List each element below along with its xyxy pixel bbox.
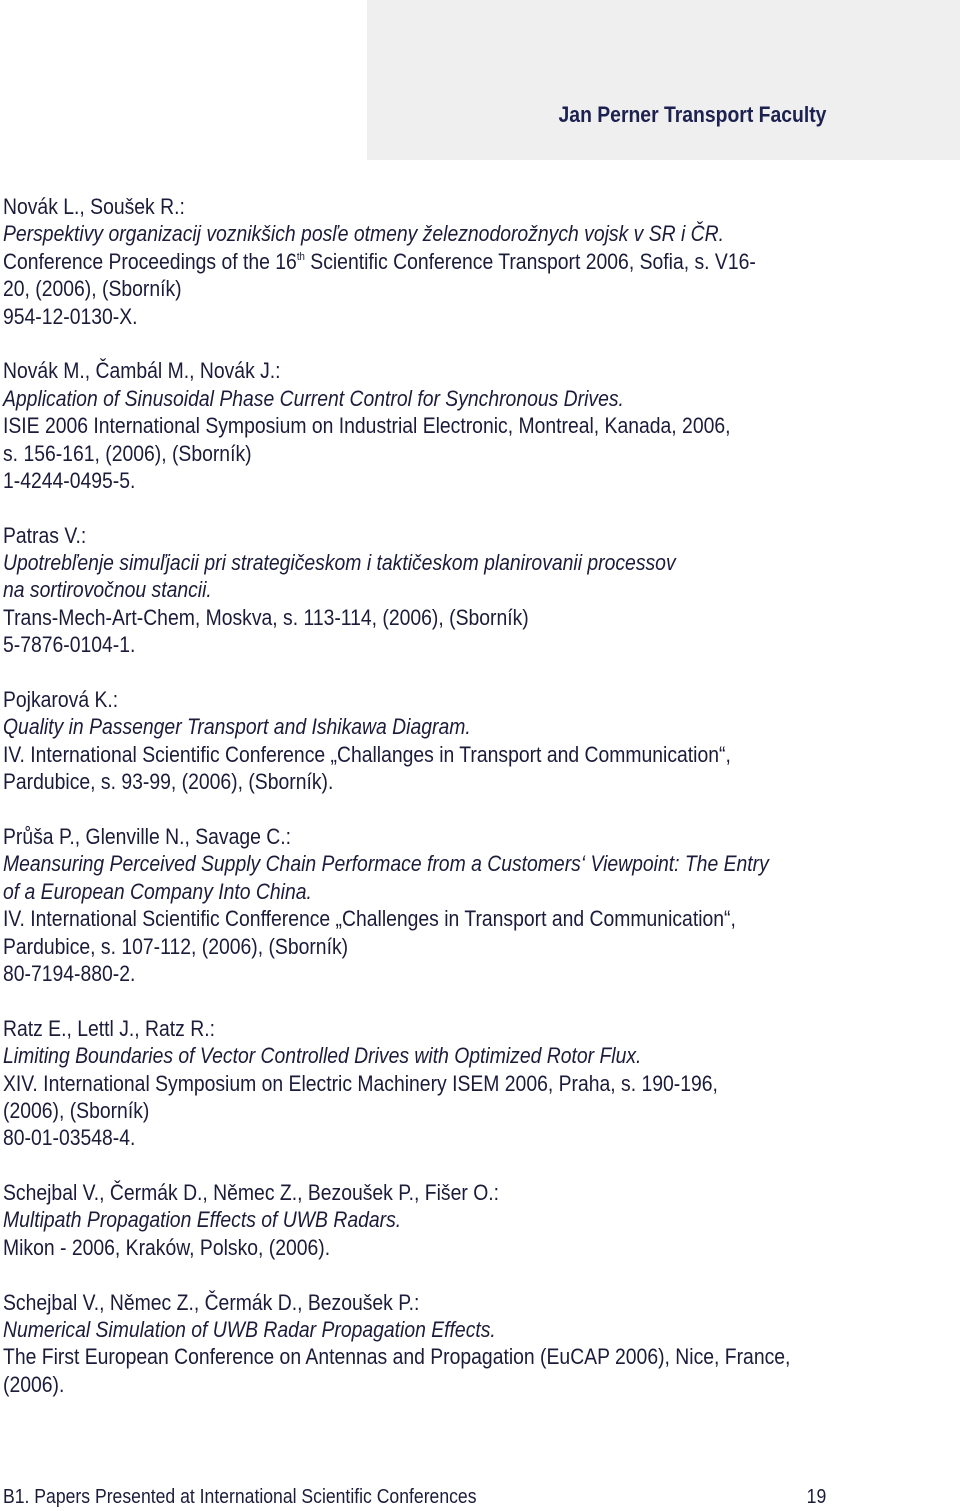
footer-section-title: B1. Papers Presented at International Scientific Conferences xyxy=(3,1486,477,1508)
reference-detail-line: s. 156-161, (2006), (Sborník) xyxy=(3,440,252,466)
reference-detail-line: ISIE 2006 International Symposium on Industrial Electronic, Montreal, Kanada, 2006, xyxy=(3,413,731,439)
header-band xyxy=(367,0,960,160)
reference-title-line: Quality in Passenger Transport and Ishikawa Diagram. xyxy=(3,714,471,740)
reference-title-line: Multipath Propagation Effects of UWB Radars. xyxy=(3,1207,402,1233)
reference-detail-line: 954-12-0130-X. xyxy=(3,303,138,329)
reference-authors: Průša P., Glenville N., Savage C.: xyxy=(3,823,292,849)
reference-detail-line: XIV. International Symposium on Electric Machinery ISEM 2006, Praha, s. 190-196, xyxy=(3,1070,718,1096)
text-segment: Conference Proceedings of the 16 xyxy=(3,248,297,274)
reference-detail-line: 5-7876-0104-1. xyxy=(3,632,136,658)
reference-title-line: Upotrebľenje simuľjacii pri strategičeskom i taktičeskom planirovanii processov xyxy=(3,550,676,576)
superscript: th xyxy=(296,250,305,263)
reference-detail-line: Pardubice, s. 93-99, (2006), (Sborník). xyxy=(3,769,334,795)
reference-detail-line: The First European Conference on Antennas and Propagation (EuCAP 2006), Nice, France, xyxy=(3,1344,791,1370)
reference-list xyxy=(3,193,953,1426)
reference-title-line: Numerical Simulation of UWB Radar Propagation Effects. xyxy=(3,1317,496,1343)
reference-detail-line: (2006). xyxy=(3,1371,65,1397)
reference-entry xyxy=(3,193,953,330)
reference-entry xyxy=(3,522,953,659)
reference-detail-line: IV. International Scientific Conference „Challanges in Transport and Communication“, xyxy=(3,741,731,767)
reference-entry xyxy=(3,823,953,987)
reference-authors: Pojkarová K.: xyxy=(3,687,119,713)
reference-detail-line: (2006), (Sborník) xyxy=(3,1097,150,1123)
reference-detail-line: Pardubice, s. 107-112, (2006), (Sborník) xyxy=(3,933,349,959)
reference-authors: Schejbal V., Němec Z., Čermák D., Bezoušek P.: xyxy=(3,1289,420,1315)
reference-entry xyxy=(3,357,953,494)
reference-authors: Patras V.: xyxy=(3,522,87,548)
reference-detail-line: 80-7194-880-2. xyxy=(3,960,136,986)
reference-detail-line: Trans-Mech-Art-Chem, Moskva, s. 113-114, (2006), (Sborník) xyxy=(3,604,529,630)
reference-title-line: na sortirovočnou stancii. xyxy=(3,577,212,603)
reference-title-line: Meansuring Perceived Supply Chain Performace from a Customers‘ Viewpoint: The Entry xyxy=(3,851,769,877)
reference-entry xyxy=(3,1289,953,1399)
reference-detail-line: 1-4244-0495-5. xyxy=(3,467,136,493)
reference-authors: Novák L., Soušek R.: xyxy=(3,194,185,219)
reference-entry xyxy=(3,686,953,796)
reference-detail-line: 80-01-03548-4. xyxy=(3,1125,136,1151)
reference-entry xyxy=(3,1015,953,1152)
reference-authors: Ratz E., Lettl J., Ratz R.: xyxy=(3,1015,215,1041)
reference-authors: Schejbal V., Čermák D., Němec Z., Bezoušek P., Fišer O.: xyxy=(3,1180,500,1206)
reference-detail-line xyxy=(3,248,953,275)
reference-detail-line: IV. International Scientific Confference „Challenges in Transport and Communication“, xyxy=(3,906,736,932)
reference-detail-line: 20, (2006), (Sborník) xyxy=(3,276,182,302)
reference-authors: Novák M., Čambál M., Novák J.: xyxy=(3,358,281,384)
reference-title-line: of a European Company Into China. xyxy=(3,878,312,904)
reference-title-line: Application of Sinusoidal Phase Current Control for Synchronous Drives. xyxy=(3,385,624,411)
reference-title-line: Perspektivy organizacij voznikšich posľe otmeny železnodorožnych vojsk v SR i ČR. xyxy=(3,221,724,247)
page-number: 19 xyxy=(806,1486,826,1508)
reference-entry xyxy=(3,1179,953,1261)
text-segment: Scientific Conference Transport 2006, Sofia, s. V16- xyxy=(304,248,756,274)
reference-detail-line: Mikon - 2006, Kraków, Polsko, (2006). xyxy=(3,1234,331,1260)
faculty-title: Jan Perner Transport Faculty xyxy=(558,102,826,127)
reference-title-line: Limiting Boundaries of Vector Controlled Drives with Optimized Rotor Flux. xyxy=(3,1043,642,1069)
